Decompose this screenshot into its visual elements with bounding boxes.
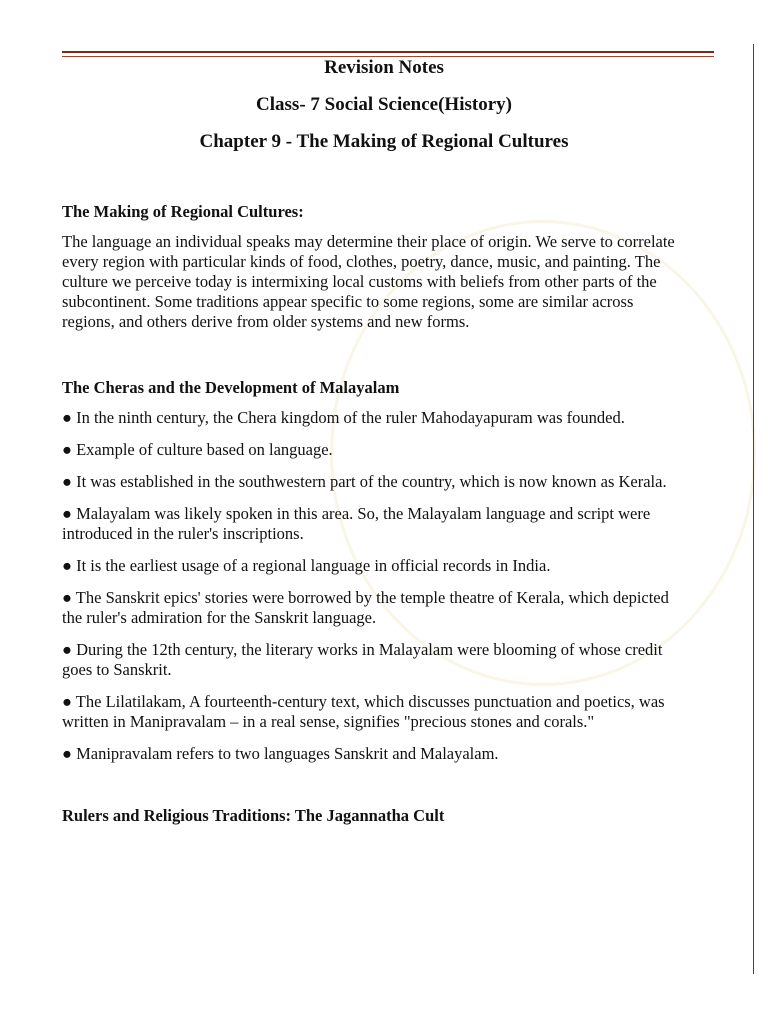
section-title-regional-cultures: The Making of Regional Cultures: <box>62 202 304 221</box>
section-title-cheras: The Cheras and the Development of Malayalam <box>62 378 400 397</box>
header-chapter: Chapter 9 - The Making of Regional Cultures <box>199 131 569 152</box>
list-item: ● Manipravalam refers to two languages Sanskrit and Malayalam. <box>62 744 499 763</box>
list-item: ● Example of culture based on language. <box>62 440 333 459</box>
list-item: ● The Sanskrit epics' stories were borrowed by the temple theatre of Kerala, which depicted the ruler's admiration for the Sanskrit language. <box>62 588 669 627</box>
list-item: ● During the 12th century, the literary works in Malayalam were blooming of whose credit goes to Sanskrit. <box>62 640 663 679</box>
list-item: ● In the ninth century, the Chera kingdom of the ruler Mahodayapuram was founded. <box>62 408 625 427</box>
header-title: Revision Notes <box>324 57 444 78</box>
section-title-jagannatha: Rulers and Religious Traditions: The Jagannatha Cult <box>62 806 445 825</box>
list-item: ● It was established in the southwestern part of the country, which is now known as Kerala. <box>62 472 667 491</box>
list-item: ● Malayalam was likely spoken in this area. So, the Malayalam language and script were introduced in the ruler's inscriptions. <box>62 504 651 543</box>
header-rule <box>62 51 714 53</box>
list-item: ● It is the earliest usage of a regional language in official records in India. <box>62 556 551 575</box>
section-gap <box>62 764 682 806</box>
list-item: ● The Lilatilakam, A fourteenth-century text, which discusses punctuation and poetics, was written in Manipravalam – in a real sense, signifies "precious stones and corals." <box>62 692 665 731</box>
header-class: Class- 7 Social Science(History) <box>256 94 512 115</box>
document-body <box>62 202 682 826</box>
paragraph-regional-cultures: The language an individual speaks may determine their place of origin. We serve to correlate every region with particular kinds of food, clothes, poetry, dance, music, and painting. The culture we perceive today is intermixing local customs with beliefs from other parts of the subcontinent. Some traditions appear specific to some regions, some are similar across regions, and others derive from older systems and new forms. <box>62 232 675 331</box>
section-gap <box>62 332 682 378</box>
page-edge-line <box>753 44 754 974</box>
bullet-list <box>62 408 682 764</box>
